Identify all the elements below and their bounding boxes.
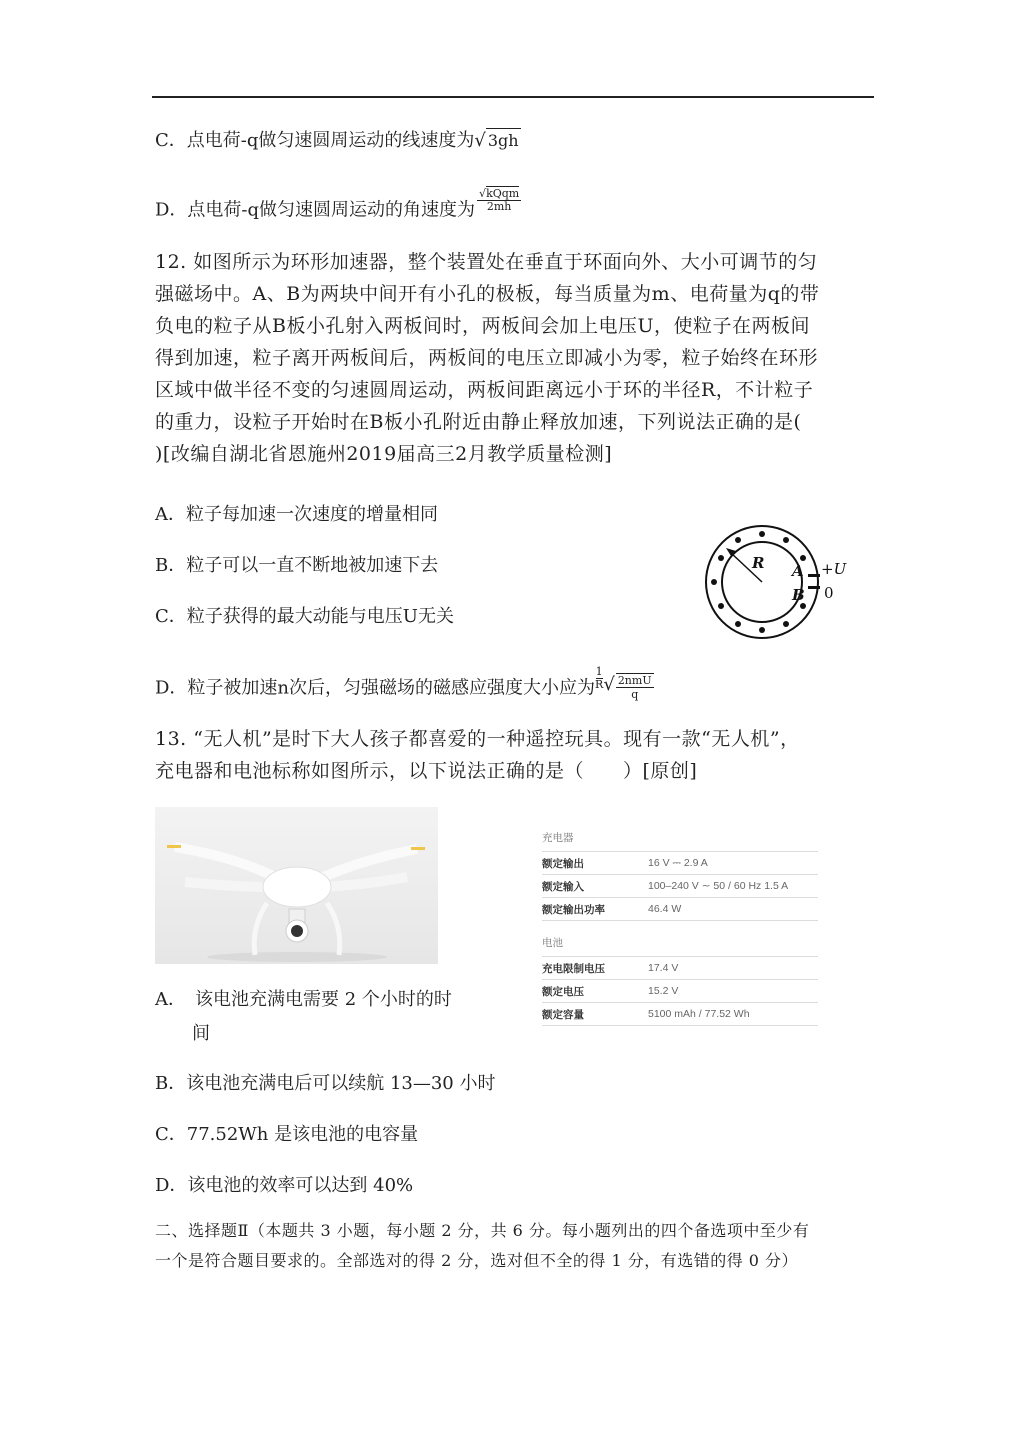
charger-spec [542, 830, 818, 921]
camera-lens [291, 925, 303, 937]
q12-option-d [155, 665, 654, 711]
q12-option-a: A．粒子每加速一次速度的增量相同 [155, 504, 438, 525]
spec-value: 16 V ⎓ 2.9 A [648, 856, 708, 869]
spec-key: 额定输出功率 [542, 903, 605, 916]
q11-option-d-fraction [477, 188, 521, 213]
landing-leg-right [327, 903, 340, 955]
drone-photo [155, 807, 438, 964]
field-dot [759, 627, 765, 633]
drone-illustration [155, 807, 438, 964]
spec-key: 充电限制电压 [542, 962, 605, 975]
q13-option-b: B．该电池充满电后可以续航 13—30 小时 [155, 1073, 496, 1094]
spec-key: 额定容量 [542, 1008, 584, 1021]
field-dot [735, 621, 741, 627]
spec-value: 5100 mAh / 77.52 Wh [648, 1008, 750, 1020]
drone-arm-right-front [321, 877, 407, 887]
q13-option-d: D．该电池的效率可以达到 40% [155, 1175, 414, 1196]
drone-arm-left-front [185, 882, 273, 887]
drone-led [411, 847, 425, 850]
q13-line-1: 13. “无人机”是时下大人孩子都喜爱的一种遥控玩具。现有一款“无人机”， [155, 728, 800, 750]
q12-line-7: )[改编自湖北省恩施州2019届高三2月教学质量检测] [155, 443, 613, 465]
spec-key: 额定电压 [542, 985, 584, 998]
field-dot [783, 621, 789, 627]
section-2-instructions [155, 1216, 875, 1276]
fraction-denominator: 2mh [486, 200, 512, 213]
spec-row [542, 956, 818, 979]
field-dot [718, 603, 724, 609]
fraction-numerator-radicand: kQqm [486, 187, 520, 200]
q12-line-6: 的重力，设粒子开始时在B板小孔附近由静止释放加速，下列说法正确的是( [155, 411, 802, 433]
q12-option-c: C．粒子获得的最大动能与电压U无关 [155, 606, 454, 627]
sqrt-symbol: √ [603, 673, 615, 695]
radical-fraction [616, 673, 654, 701]
battery-title: 电池 [542, 937, 563, 949]
q12-option-b: B．粒子可以一直不断地被加速下去 [155, 555, 439, 576]
drone-arm-left-rear [175, 847, 275, 877]
q12-line-5: 区域中做半径不变的匀速圆周运动，两板间距离远小于环的半径R，不计粒子 [155, 379, 814, 401]
q12-option-d-text: D．粒子被加速n次后，匀强磁场的磁感应强度大小应为 [155, 677, 596, 699]
spec-value: 15.2 V [648, 985, 679, 997]
spec-row [542, 851, 818, 874]
q13-line-2: 充电器和电池标称如图所示，以下说法正确的是（ ）[原创] [155, 760, 698, 782]
spec-row [542, 1002, 818, 1026]
label-plus-u: +U [821, 560, 847, 578]
field-dot [759, 531, 765, 537]
plate-b [808, 586, 820, 589]
q11-option-c [155, 128, 521, 153]
q12-line-3: 负电的粒子从B板小孔射入两板间时，两板间会加上电压U，使粒子在两板间 [155, 315, 810, 337]
spec-row [542, 897, 818, 921]
drone-led [167, 845, 181, 848]
q11-option-d-text: D．点电荷-q做匀速圆周运动的角速度为 [155, 199, 476, 221]
section-2-line-1: 二、选择题Ⅱ（本题共 3 小题，每小题 2 分，共 6 分。每小题列出的四个备选项中至少有 [155, 1221, 810, 1240]
charger-title: 充电器 [542, 832, 574, 844]
spec-row [542, 874, 818, 897]
radical-numerator: 2nmU [617, 673, 652, 687]
q13-option-a-line-2: 间 [192, 1023, 210, 1044]
field-dot [718, 555, 724, 561]
spec-table [542, 830, 818, 1040]
section-2-line-2: 一个是符合题目要求的。全部选对的得 2 分，选对但不全的得 1 分，有选错的得 0 分） [155, 1251, 799, 1270]
q12-line-1: 12. 如图所示为环形加速器，整个装置处在垂直于环面向外、大小可调节的匀 [155, 251, 818, 273]
ring-accelerator-figure [700, 518, 852, 646]
spec-value: 17.4 V [648, 962, 679, 974]
q11-option-d [155, 187, 521, 223]
q12-stem [155, 246, 875, 470]
coef-denominator: R [595, 678, 604, 691]
label-b: B [792, 586, 805, 604]
q13-option-c: C．77.52Wh 是该电池的电容量 [155, 1124, 419, 1145]
spec-value: 100–240 V ∼ 50 / 60 Hz 1.5 A [648, 880, 789, 892]
label-zero: 0 [824, 584, 834, 602]
q12-line-4: 得到加速，粒子离开两板间后，两板间的电压立即减小为零，粒子始终在环形 [155, 347, 819, 369]
coef-numerator: 1 [595, 665, 603, 678]
q13-option-a-line-1: A． 该电池充满电需要 2 个小时的时 [155, 989, 452, 1010]
drone-shadow [207, 952, 387, 962]
sqrt-symbol: √ [474, 130, 486, 151]
header-rule [152, 96, 874, 98]
drone-body [263, 867, 331, 907]
field-dot [711, 579, 717, 585]
field-dot [735, 537, 741, 543]
q11-option-c-text: C．点电荷-q做匀速圆周运动的线速度为 [155, 130, 475, 151]
spec-key: 额定输入 [542, 880, 584, 893]
label-r: R [752, 554, 765, 572]
q11-option-c-radicand: 3gh [486, 128, 521, 153]
label-a: A [792, 562, 804, 580]
q12-line-2: 强磁场中。A、B为两块中间开有小孔的极板，每当质量为m、电荷量为q的带 [155, 283, 820, 305]
radical-denominator: q [631, 687, 639, 701]
field-dot [783, 537, 789, 543]
field-dot [800, 555, 806, 561]
q13-stem [155, 723, 875, 787]
landing-leg-left [254, 903, 267, 955]
spec-row [542, 979, 818, 1002]
plate-a [808, 574, 820, 577]
spec-key: 额定输出 [542, 857, 584, 870]
fraction-numerator: √kQqm [479, 187, 520, 200]
spec-value: 46.4 W [648, 903, 682, 915]
battery-spec [542, 935, 818, 1026]
